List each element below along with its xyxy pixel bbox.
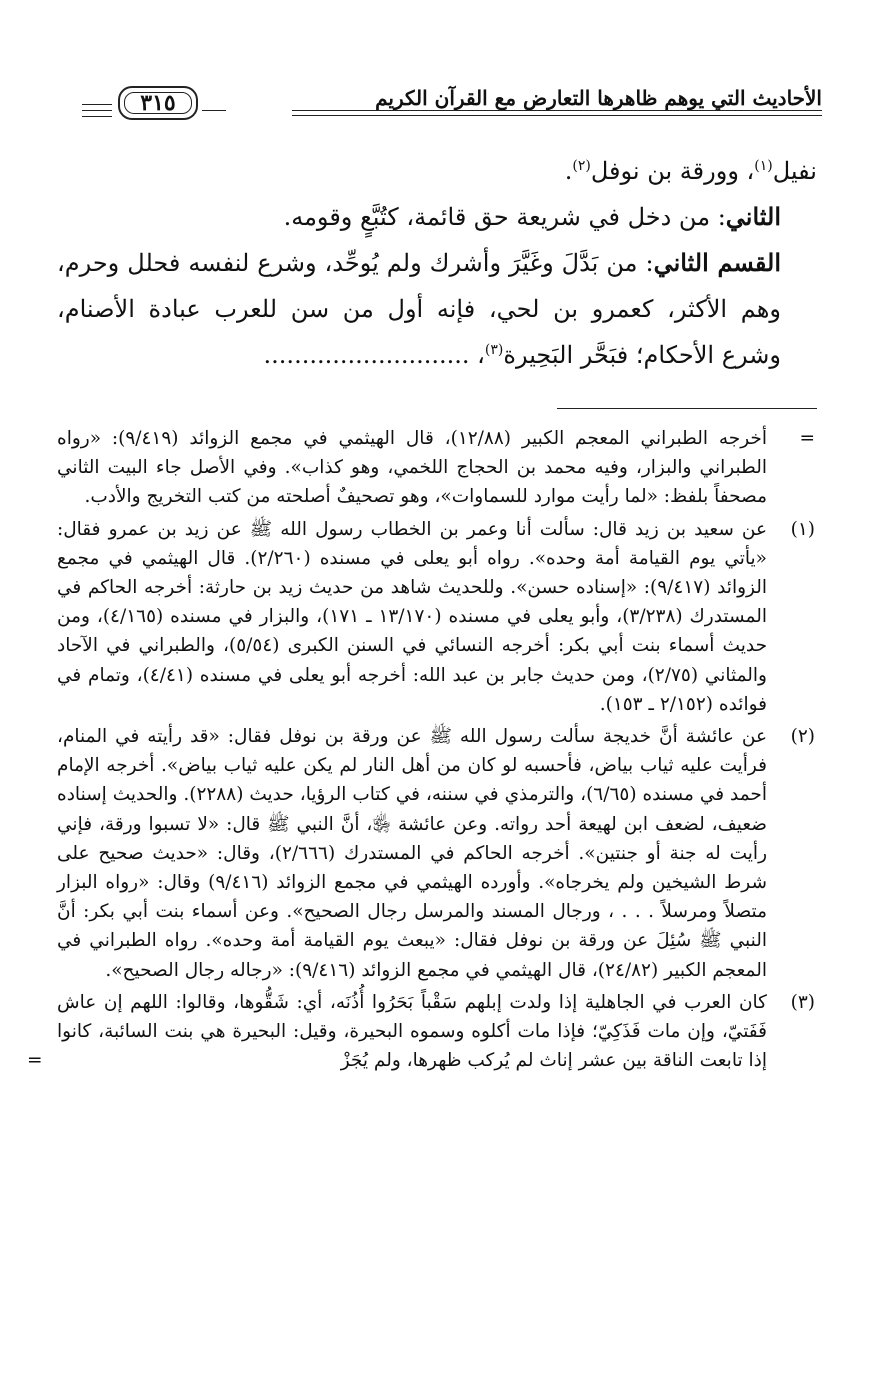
- footnote-separator: [557, 408, 817, 409]
- footnote-text: أخرجه الطبراني المعجم الكبير (١٢/٨٨)، قال الهيثمي في مجمع الزوائد (٩/٤١٩): «رواه الطبراني والبزار، وفيه محمد بن الحجاج اللخمي، وهو كذاب». وفي الأصل جاء البيت الثاني مصحفاً بلفظ: «لما رأيت موارد للسماوات»، وهو تصحيفٌ أصلحته من كتب التخريج والأدب.: [57, 428, 767, 508]
- footnote-marker: (٣): [790, 991, 815, 1013]
- footnote: [27, 988, 817, 1076]
- footnote-text: عن عائشة أنَّ خديجة سألت رسول الله ﷺ عن ورقة بن نوفل فقال: «قد رأيته في المنام، فرأيت عليه ثياب بياض، فأحسبه لو كان من أهل النار لم يكن عليه ثياب بياض». أخرجه الإمام أحمد في مسنده (٦/٦٥)، والترمذي في سننه، في كتاب الرؤيا، حديث (٢٢٨٨). والحديث إسناده ضعيف، لضعف ابن لهيعة أحد رواته. وعن عائشة ﵂، أنَّ النبي ﷺ قال: «لا تسبوا ورقة، فإني رأيت له جنة أو جنتين». أخرجه الحاكم في المستدرك (٢/٦٦٦)، وقال: «حديث صحيح على شرط الشيخين ولم يخرجاه». وأورده الهيثمي في مجمع الزوائد (٩/٤١٦) وقال: «رواه البزار متصلاً ومرسلاً . . . ، ورجال المسند والمرسل رجال الصحيح». وعن أسماء بنت أبي بكر: أنَّ النبي ﷺ سُئِلَ عن ورقة بن نوفل فقال: «يبعث يوم القيامة أمة وحده». رواه الطبراني في المعجم الكبير (٢٤/٨٢)، قال الهيثمي في مجمع الزوائد (٩/٤١٦): «رجاله رجال الصحيح».: [57, 726, 768, 981]
- continuation-marker: =: [27, 1050, 43, 1072]
- footnote-marker: (٢): [790, 726, 815, 748]
- main-text: [57, 148, 817, 378]
- header-rule: [82, 110, 112, 111]
- header-rule: [202, 110, 226, 111]
- footnote-ref[interactable]: (٢): [572, 158, 591, 174]
- section-heading: القسم الثاني: [653, 248, 781, 277]
- footnote-ref[interactable]: (٣): [484, 342, 504, 358]
- section-heading: الثاني: [725, 202, 781, 231]
- header-rule: [82, 104, 112, 105]
- header-rule: [292, 110, 822, 111]
- paragraph: الثاني: من دخل في شريعة حق قائمة، كتُبَّعٍ وقومه.: [283, 202, 781, 231]
- page-number: ٣١٥: [124, 92, 192, 114]
- footnote: [57, 515, 817, 719]
- footnote-text: عن سعيد بن زيد قال: سألت أنا وعمر بن الخطاب رسول الله ﷺ عن زيد بن عمرو فقال: «يأتي يوم القيامة أمة وحده». رواه أبو يعلى في مسنده (٢/٢٦٠). قال الهيثمي في مجمع الزوائد (٩/٤١٧): «إسناده حسن». وللحديث شاهد من حديث زيد بن حارثة: أخرجه الحاكم في المستدرك (٣/٢٣٨)، وأبو يعلى في مسنده (١٣/١٧٠ ـ ١٧١)، والبزار في مسنده (٤/١٦٥)، ومن حديث أسماء بنت أبي بكر: أخرجه النسائي في السنن الكبرى (٥/٥٤)، والطبراني في الآحاد والمثاني (٢/٧٥)، ومن حديث جابر بن عبد الله: أخرجه أبو يعلى في مسنده (٤/٤١)، وتمام في فوائده (٢/١٥٢ ـ ١٥٣).: [57, 518, 768, 715]
- footnote: [57, 424, 817, 512]
- header-rule: [82, 116, 112, 117]
- header-rule: [292, 115, 822, 116]
- footnote-ref[interactable]: (١): [754, 158, 773, 174]
- running-title: الأحاديث التي يوهم ظاهرها التعارض مع القرآن الكريم: [375, 86, 822, 110]
- paragraph: القسم الثاني: من بَدَّلَ وغَيَّرَ وأشرك ولم يُوحِّد، وشرع لنفسه فحلل وحرم، وهم الأكثر، كعمرو بن لحي، فإنه أول من سن للعرب عبادة الأصنام، وشرع الأحكام؛ فبَحَّر البَحِيرة$^{(٣)}$، ...........................: [57, 248, 781, 369]
- page-number-badge: [118, 86, 198, 120]
- page-header: [82, 84, 822, 128]
- paragraph: نفيل$^{(١)}$، وورقة بن نوفل$^{(٢)}$.: [564, 157, 817, 185]
- footnotes: [27, 424, 817, 1078]
- footnote-marker: (١): [790, 518, 815, 540]
- footnote-text: كان العرب في الجاهلية إذا ولدت إبلهم سَقْباً بَحَرُوا أُذُنَه، أي: شَقُّوها، وقالوا: اللهم إن عاش فَفَتيّ، وإن مات فَذَكِيّ؛ فإذا مات أكلوه وسموه البحيرة، وقيل: البحيرة هي بنت السائبة، كانوا إذا تابعت الناقة بين عشر إناث لم يُركب ظهرها، ولم يُجَزْ: [57, 991, 767, 1072]
- footnote: [57, 722, 817, 985]
- footnote-marker: =: [799, 428, 815, 449]
